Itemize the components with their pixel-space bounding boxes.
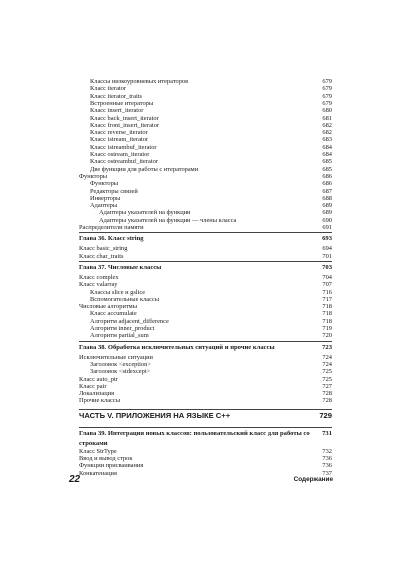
toc-entry-title: Исключительные ситуации [79,353,153,361]
toc-entry-title: Классы низкоуровневых итераторов [90,78,189,85]
toc-entry-title: Алгоритм partial_sum [90,332,149,340]
toc-entry-title: Класс iterator_traits [90,92,142,100]
toc-entry-page: 704 [322,273,332,281]
toc-entry-page: 724 [322,360,332,368]
toc-entry-page: 736 [322,455,332,462]
toc-entry-title: ЧАСТЬ V. ПРИЛОЖЕНИЯ НА ЯЗЫКЕ C++ [79,410,231,420]
toc-entry-title: Класс complex [79,273,119,281]
toc-entry-title: Класс iterator [90,85,127,93]
toc-entry-page: 688 [322,194,332,202]
toc-entry-title: Класс accumulate [90,310,137,318]
toc-entry-page: 679 [322,78,332,85]
toc-entry-title: Класс front_insert_iterator [90,121,160,129]
toc-entry-title: Класс ostreambuf_iterator [90,158,158,166]
toc-entry-page: 727 [322,382,332,390]
toc-entry-page: 723 [322,343,332,351]
toc-entry-page: 686 [322,172,332,180]
toc-entry-title: Алгоритм adjacent_difference [90,317,169,325]
toc-entry-page: 693 [322,235,332,243]
toc-entry-page: 687 [322,187,332,195]
toc-entry-page: 731 [322,429,332,437]
toc-entry-title: Классы slice и gslice [90,288,146,296]
toc-entry-title: Прочие классы [79,397,121,405]
toc-entry-title: Две функции для работы с итераторами [90,165,199,173]
toc-entry [0,469,400,479]
toc-entry-page: 701 [322,252,332,260]
toc-entry-title: Глава 39. Интеграция новых классов: пользовательский класс для работы со строками [79,429,310,447]
toc-entry-page: 684 [322,151,332,158]
section-rule [79,232,332,233]
toc-entry-title: Класс ostream_iterator [90,151,150,158]
toc-entry-title: Вспомогательные классы [90,295,160,303]
toc-entry-page: 732 [322,447,332,455]
toc-entry-title: Заголовок <stdexcept> [90,368,151,376]
toc-entry-page: 679 [322,85,332,93]
toc-entry-title: Ввод и вывод строк [79,455,133,462]
toc-entry-page: 724 [322,353,332,361]
toc-entry-page: 718 [322,317,332,325]
toc-entry-title: Функторы [79,172,108,180]
toc-entry-page: 719 [322,325,332,332]
toc-entry-title: Конкатенация [79,469,117,477]
toc-entry-title: Класс valarray [79,281,118,289]
toc-entry-page: 679 [322,99,332,107]
toc-entry-title: Редакторы связей [90,187,138,195]
toc-entry-page: 682 [322,129,332,137]
toc-entry-title: Инверторы [90,194,121,202]
toc-entry-page: 694 [322,245,332,253]
toc-entry [0,396,400,406]
toc-entry-page: 720 [322,332,332,340]
toc-entry-title: Числовые алгоритмы [79,303,138,311]
toc-entry-page: 717 [322,295,332,303]
section-rule [79,409,332,410]
toc-entry-title: Адаптеры [90,202,118,210]
toc-entry-title: Класс insert_iterator [90,107,144,115]
toc-entry-page: 684 [322,143,332,151]
toc-entry-title: Класс char_traits [79,252,124,260]
toc-entry-page: 682 [322,121,332,129]
toc-entry-page: 685 [322,158,332,166]
toc-entry-title: Класс istream_iterator [90,136,149,144]
toc-entry-title: Адаптеры указателей на функции — члены класса [99,216,237,224]
toc-entry-title: Локализация [79,390,115,398]
toc-entry-page: 725 [322,368,332,376]
toc-entry-page: 685 [322,165,332,173]
toc-entry-title: Класс auto_ptr [79,375,118,383]
toc-entry-page: 680 [322,107,332,115]
toc-entry-page: 729 [319,410,332,420]
toc-entry-title: Класс basic_string [79,245,128,253]
toc-entry-page: 718 [322,303,332,311]
section-rule [79,261,332,262]
toc-entry-title: Распределители памяти [79,224,144,231]
toc-entry-page: 691 [322,224,332,231]
toc-entry-page: 689 [322,202,332,210]
toc-entry-page: 683 [322,136,332,144]
toc-entry-page: 681 [322,114,332,122]
toc-entry-title: Глава 38. Обработка исключительных ситуаций и прочие классы [79,343,275,351]
toc-entry-title: Глава 36. Класс string [79,235,144,243]
toc-chapter [0,263,400,273]
running-footer-title: Содержание [293,476,333,483]
toc-entry-title: Класс StrType [79,447,117,455]
toc-entry-page: 716 [322,288,332,296]
toc-chapter [0,234,400,244]
section-rule [79,341,332,342]
toc-entry-page: 686 [322,180,332,188]
toc-entry-title: Алгоритм inner_product [90,325,155,332]
toc-entry-page: 728 [322,390,332,398]
toc-entry-page: 737 [322,469,332,477]
toc-entry-title: Класс reverse_iterator [90,129,148,137]
toc-entry-page: 690 [322,216,332,224]
toc-entry-title: Встроенные итераторы [90,99,154,107]
toc-part [0,411,400,421]
toc-entry-page: 689 [322,209,332,217]
toc-entry-title: Класс back_insert_iterator [90,114,159,122]
toc-entry-page: 725 [322,375,332,383]
toc-entry-page: 707 [322,281,332,289]
toc-entry-page: 679 [322,92,332,100]
toc-entry-page: 718 [322,310,332,318]
toc-entry-title: Класс pair [79,382,107,390]
toc-chapter [0,343,400,353]
section-rule [79,427,332,428]
toc-entry-title: Глава 37. Числовые классы [79,263,162,271]
toc-entry-title: Функции присваивания [79,462,144,470]
toc-entry-page: 728 [322,397,332,405]
toc-entry-title: Адаптеры указателей на функции [99,209,191,217]
toc-entry-page: 736 [322,462,332,470]
toc-entry-page: 703 [322,263,332,271]
toc-chapter [0,429,400,449]
toc-entry-title: Функторы [90,180,119,188]
toc-entry-title: Заголовок <exception> [90,360,151,368]
page-number: 22 [69,474,81,485]
toc-entry-title: Класс istreambuf_iterator [90,143,157,151]
